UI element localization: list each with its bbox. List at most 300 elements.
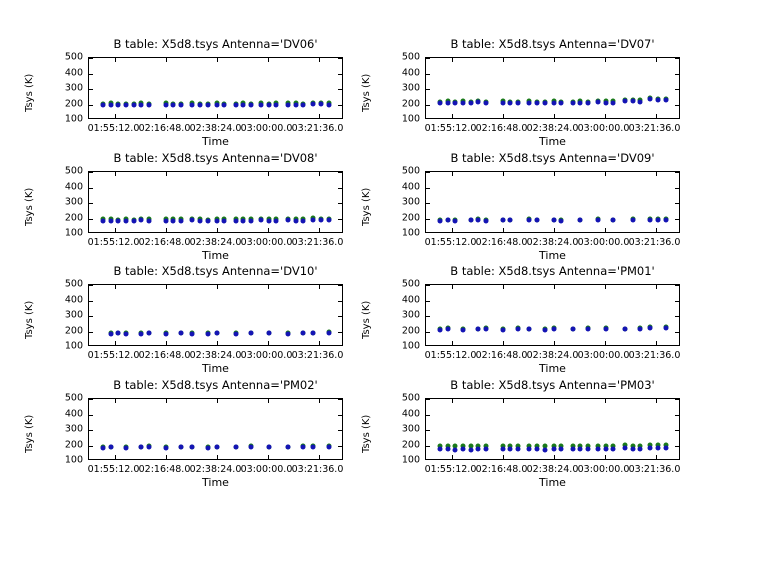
data-point xyxy=(266,331,271,336)
data-point xyxy=(163,218,168,223)
x-tick-label: 02:16:48.0 xyxy=(138,464,191,475)
data-point xyxy=(508,447,513,452)
y-tick-label: 100 xyxy=(64,227,83,239)
data-point xyxy=(274,102,279,107)
x-axis-label: Time xyxy=(202,249,229,262)
x-axis-label: Time xyxy=(539,249,566,262)
data-point xyxy=(468,101,473,106)
y-tick-label: 200 xyxy=(401,212,420,223)
data-point xyxy=(559,447,564,452)
x-tick-mark xyxy=(319,341,320,345)
x-tick-mark xyxy=(217,399,218,403)
x-tick-mark xyxy=(166,341,167,345)
data-point xyxy=(570,100,575,105)
x-tick-mark xyxy=(452,285,453,289)
x-tick-mark xyxy=(656,114,657,118)
y-tick-label: 500 xyxy=(401,165,420,177)
x-tick-label: 03:00:00.0 xyxy=(240,123,293,134)
data-point xyxy=(163,102,168,107)
y-tick-mark xyxy=(426,301,430,302)
x-tick-label: 01:55:12.0 xyxy=(87,464,140,475)
data-point xyxy=(241,102,246,107)
data-point xyxy=(108,445,113,450)
data-point xyxy=(551,218,556,223)
x-tick-mark xyxy=(268,399,269,403)
x-tick-label: 03:00:00.0 xyxy=(240,350,293,361)
x-tick-mark xyxy=(503,341,504,345)
y-tick-mark xyxy=(89,301,93,302)
x-tick-mark xyxy=(554,285,555,289)
data-point xyxy=(559,101,564,106)
data-point xyxy=(146,331,151,336)
data-point xyxy=(301,102,306,107)
x-tick-mark xyxy=(115,172,116,176)
x-tick-mark xyxy=(452,228,453,232)
data-point xyxy=(578,446,583,451)
data-point xyxy=(500,218,505,223)
y-tick-label: 400 xyxy=(64,181,83,192)
chart-panel-pm02 xyxy=(2,372,347,504)
y-tick-mark xyxy=(675,430,679,431)
data-point xyxy=(663,446,668,451)
x-tick-mark xyxy=(452,58,453,62)
data-point xyxy=(259,218,264,223)
panel-title: B table: X5d8.tsys Antenna='DV07' xyxy=(450,37,655,51)
data-point xyxy=(101,103,106,108)
y-tick-label: 300 xyxy=(401,309,420,321)
data-point xyxy=(630,446,635,451)
y-tick-label: 100 xyxy=(64,340,83,352)
data-point xyxy=(483,447,488,452)
y-tick-mark xyxy=(89,105,93,106)
y-tick-mark xyxy=(89,316,93,317)
plot-area xyxy=(425,171,680,233)
data-point xyxy=(139,218,144,223)
y-tick-mark xyxy=(426,430,430,431)
data-point xyxy=(445,446,450,451)
data-point xyxy=(611,446,616,451)
data-point xyxy=(460,327,465,332)
data-point xyxy=(611,100,616,105)
data-point xyxy=(527,218,532,223)
data-point xyxy=(146,218,151,223)
x-tick-label: 03:21:36.0 xyxy=(628,123,681,134)
data-point xyxy=(596,218,601,223)
x-tick-mark xyxy=(115,228,116,232)
data-point xyxy=(508,218,513,223)
data-point xyxy=(515,101,520,106)
data-point xyxy=(542,447,547,452)
x-tick-mark xyxy=(554,228,555,232)
data-point xyxy=(123,102,128,107)
x-tick-label: 01:55:12.0 xyxy=(87,237,140,248)
x-tick-mark xyxy=(503,114,504,118)
y-axis-label: Tsys (K) xyxy=(361,187,372,226)
x-tick-mark xyxy=(217,341,218,345)
data-point xyxy=(656,217,661,222)
panel-title: B table: X5d8.tsys Antenna='DV06' xyxy=(113,37,318,51)
panel-title: B table: X5d8.tsys Antenna='PM03' xyxy=(450,378,655,392)
x-tick-mark xyxy=(605,399,606,403)
y-axis-label: Tsys (K) xyxy=(361,73,372,112)
x-tick-label: 02:16:48.0 xyxy=(138,237,191,248)
x-tick-label: 02:38:24.0 xyxy=(526,237,579,248)
data-point xyxy=(222,103,227,108)
y-tick-label: 400 xyxy=(64,67,83,78)
data-point xyxy=(468,218,473,223)
y-tick-label: 100 xyxy=(401,113,420,125)
x-tick-mark xyxy=(268,285,269,289)
y-tick-mark xyxy=(675,89,679,90)
data-point xyxy=(233,445,238,450)
x-tick-mark xyxy=(319,228,320,232)
y-tick-label: 100 xyxy=(401,227,420,239)
data-point xyxy=(163,331,168,336)
panel-title: B table: X5d8.tsys Antenna='DV09' xyxy=(450,151,655,165)
chart-panel-pm03 xyxy=(339,372,684,504)
data-point xyxy=(146,102,151,107)
y-tick-label: 400 xyxy=(401,181,420,192)
x-tick-mark xyxy=(656,228,657,232)
data-point xyxy=(233,218,238,223)
x-tick-mark xyxy=(656,285,657,289)
y-tick-label: 300 xyxy=(64,196,83,208)
x-tick-mark xyxy=(115,58,116,62)
y-tick-mark xyxy=(426,172,430,173)
data-point xyxy=(146,445,151,450)
y-tick-mark xyxy=(675,399,679,400)
x-tick-mark xyxy=(503,172,504,176)
y-tick-mark xyxy=(675,74,679,75)
data-point xyxy=(534,447,539,452)
x-tick-mark xyxy=(268,455,269,459)
y-tick-label: 100 xyxy=(401,340,420,352)
x-tick-mark xyxy=(166,228,167,232)
data-point xyxy=(311,217,316,222)
data-point xyxy=(585,447,590,452)
data-point xyxy=(214,331,219,336)
x-tick-mark xyxy=(656,399,657,403)
data-point xyxy=(259,102,264,107)
data-point xyxy=(460,447,465,452)
x-tick-label: 03:21:36.0 xyxy=(628,464,681,475)
y-tick-mark xyxy=(426,219,430,220)
x-tick-label: 01:55:12.0 xyxy=(87,350,140,361)
y-tick-mark xyxy=(89,219,93,220)
x-tick-mark xyxy=(503,58,504,62)
y-tick-label: 500 xyxy=(64,392,83,404)
y-axis-label: Tsys (K) xyxy=(24,73,35,112)
x-tick-label: 02:16:48.0 xyxy=(475,464,528,475)
data-point xyxy=(285,102,290,107)
data-point xyxy=(190,331,195,336)
x-tick-mark xyxy=(605,455,606,459)
data-point xyxy=(248,445,253,450)
data-point xyxy=(285,445,290,450)
y-tick-mark xyxy=(426,188,430,189)
data-point xyxy=(578,218,583,223)
data-point xyxy=(551,100,556,105)
data-point xyxy=(515,327,520,332)
x-tick-label: 03:00:00.0 xyxy=(577,464,630,475)
data-point xyxy=(648,97,653,102)
x-tick-mark xyxy=(217,114,218,118)
y-tick-label: 400 xyxy=(401,408,420,419)
x-tick-label: 03:00:00.0 xyxy=(577,237,630,248)
x-tick-mark xyxy=(268,228,269,232)
x-tick-label: 02:16:48.0 xyxy=(475,123,528,134)
x-tick-mark xyxy=(656,455,657,459)
data-point xyxy=(190,102,195,107)
x-tick-mark xyxy=(166,455,167,459)
data-point xyxy=(116,331,121,336)
y-tick-label: 200 xyxy=(64,439,83,450)
x-tick-mark xyxy=(319,455,320,459)
data-point xyxy=(123,218,128,223)
x-tick-mark xyxy=(605,114,606,118)
x-tick-mark xyxy=(503,228,504,232)
y-tick-mark xyxy=(675,219,679,220)
y-tick-mark xyxy=(89,332,93,333)
data-point xyxy=(648,445,653,450)
x-tick-mark xyxy=(503,455,504,459)
x-tick-mark xyxy=(115,341,116,345)
plot-area xyxy=(425,284,680,346)
plot-area xyxy=(88,171,343,233)
data-point xyxy=(483,218,488,223)
data-point xyxy=(500,446,505,451)
data-point xyxy=(178,445,183,450)
y-tick-mark xyxy=(426,58,430,59)
y-tick-mark xyxy=(426,285,430,286)
x-tick-label: 03:21:36.0 xyxy=(291,123,344,134)
x-axis-label: Time xyxy=(539,476,566,489)
y-tick-label: 500 xyxy=(401,51,420,63)
data-point xyxy=(596,446,601,451)
x-tick-label: 03:00:00.0 xyxy=(577,350,630,361)
y-tick-label: 200 xyxy=(401,439,420,450)
y-tick-mark xyxy=(675,188,679,189)
x-tick-mark xyxy=(554,399,555,403)
y-tick-label: 200 xyxy=(64,98,83,109)
data-point xyxy=(453,218,458,223)
data-point xyxy=(319,102,324,107)
x-tick-mark xyxy=(115,455,116,459)
y-tick-label: 200 xyxy=(401,98,420,109)
x-tick-mark xyxy=(554,341,555,345)
x-tick-label: 01:55:12.0 xyxy=(87,123,140,134)
data-point xyxy=(266,218,271,223)
y-tick-mark xyxy=(89,430,93,431)
y-tick-mark xyxy=(89,74,93,75)
data-point xyxy=(476,218,481,223)
y-tick-mark xyxy=(426,89,430,90)
data-point xyxy=(438,327,443,332)
y-tick-mark xyxy=(89,285,93,286)
x-tick-label: 03:21:36.0 xyxy=(291,350,344,361)
data-point xyxy=(559,218,564,223)
y-tick-label: 400 xyxy=(401,67,420,78)
x-tick-mark xyxy=(319,58,320,62)
data-point xyxy=(570,327,575,332)
y-tick-label: 200 xyxy=(64,325,83,336)
data-point xyxy=(603,327,608,332)
x-tick-mark xyxy=(605,58,606,62)
plot-area xyxy=(88,398,343,460)
y-tick-label: 400 xyxy=(401,294,420,305)
panel-title: B table: X5d8.tsys Antenna='DV08' xyxy=(113,151,318,165)
x-tick-mark xyxy=(115,114,116,118)
x-tick-label: 03:21:36.0 xyxy=(628,350,681,361)
data-point xyxy=(622,446,627,451)
data-point xyxy=(648,217,653,222)
y-tick-label: 300 xyxy=(401,196,420,208)
data-point xyxy=(483,100,488,105)
data-point xyxy=(293,102,298,107)
data-point xyxy=(108,218,113,223)
data-point xyxy=(611,218,616,223)
y-tick-mark xyxy=(675,105,679,106)
data-point xyxy=(508,100,513,105)
x-tick-label: 02:38:24.0 xyxy=(189,237,242,248)
data-point xyxy=(285,218,290,223)
data-point xyxy=(534,100,539,105)
x-tick-mark xyxy=(554,455,555,459)
data-point xyxy=(630,99,635,104)
x-tick-mark xyxy=(268,341,269,345)
x-tick-label: 02:16:48.0 xyxy=(138,350,191,361)
y-tick-mark xyxy=(89,89,93,90)
y-tick-mark xyxy=(426,105,430,106)
x-tick-mark xyxy=(217,172,218,176)
data-point xyxy=(585,101,590,106)
data-point xyxy=(285,331,290,336)
y-tick-mark xyxy=(675,415,679,416)
data-point xyxy=(630,217,635,222)
data-point xyxy=(178,103,183,108)
x-tick-mark xyxy=(319,399,320,403)
data-point xyxy=(116,219,121,224)
y-tick-mark xyxy=(675,58,679,59)
y-tick-label: 300 xyxy=(401,423,420,435)
data-point xyxy=(163,445,168,450)
y-tick-mark xyxy=(89,188,93,189)
y-tick-label: 500 xyxy=(64,278,83,290)
data-point xyxy=(460,100,465,105)
x-tick-mark xyxy=(166,285,167,289)
y-tick-mark xyxy=(426,74,430,75)
y-tick-mark xyxy=(89,446,93,447)
y-tick-mark xyxy=(89,415,93,416)
x-tick-mark xyxy=(452,172,453,176)
data-point xyxy=(139,102,144,107)
data-point xyxy=(131,103,136,108)
y-tick-label: 200 xyxy=(64,212,83,223)
data-point xyxy=(266,102,271,107)
data-point xyxy=(500,327,505,332)
data-point xyxy=(527,100,532,105)
y-axis-label: Tsys (K) xyxy=(361,300,372,339)
data-point xyxy=(534,218,539,223)
x-tick-label: 01:55:12.0 xyxy=(424,464,477,475)
x-tick-mark xyxy=(115,399,116,403)
data-point xyxy=(222,218,227,223)
data-point xyxy=(301,218,306,223)
data-point xyxy=(301,445,306,450)
data-point xyxy=(326,444,331,449)
data-point xyxy=(116,103,121,108)
data-point xyxy=(205,218,210,223)
y-tick-label: 300 xyxy=(64,309,83,321)
data-point xyxy=(596,100,601,105)
x-tick-label: 03:21:36.0 xyxy=(628,237,681,248)
data-point xyxy=(190,445,195,450)
plot-area xyxy=(425,57,680,119)
data-point xyxy=(483,327,488,332)
x-tick-mark xyxy=(452,455,453,459)
plot-area xyxy=(88,57,343,119)
data-point xyxy=(171,102,176,107)
y-tick-mark xyxy=(426,203,430,204)
data-point xyxy=(656,445,661,450)
chart-panel-dv07 xyxy=(339,31,684,163)
x-tick-label: 03:21:36.0 xyxy=(291,464,344,475)
x-tick-mark xyxy=(268,114,269,118)
x-tick-mark xyxy=(656,58,657,62)
x-axis-label: Time xyxy=(539,362,566,375)
x-tick-mark xyxy=(319,285,320,289)
data-point xyxy=(131,218,136,223)
x-tick-label: 02:16:48.0 xyxy=(475,350,528,361)
y-tick-label: 500 xyxy=(401,278,420,290)
panel-title: B table: X5d8.tsys Antenna='DV10' xyxy=(113,264,318,278)
data-point xyxy=(311,444,316,449)
x-tick-label: 03:00:00.0 xyxy=(240,237,293,248)
data-point xyxy=(656,97,661,102)
data-point xyxy=(178,331,183,336)
y-axis-label: Tsys (K) xyxy=(24,300,35,339)
data-point xyxy=(266,445,271,450)
data-point xyxy=(233,331,238,336)
data-point xyxy=(197,102,202,107)
y-tick-mark xyxy=(675,301,679,302)
y-tick-label: 200 xyxy=(401,325,420,336)
data-point xyxy=(453,447,458,452)
chart-panel-dv10 xyxy=(2,258,347,390)
data-point xyxy=(108,102,113,107)
x-tick-mark xyxy=(554,114,555,118)
data-point xyxy=(622,98,627,103)
data-point xyxy=(500,100,505,105)
x-tick-label: 02:38:24.0 xyxy=(189,350,242,361)
x-tick-label: 02:38:24.0 xyxy=(526,350,579,361)
x-tick-mark xyxy=(452,399,453,403)
x-tick-mark xyxy=(217,455,218,459)
x-tick-mark xyxy=(268,58,269,62)
data-point xyxy=(311,102,316,107)
y-tick-label: 300 xyxy=(64,82,83,94)
data-point xyxy=(638,326,643,331)
data-point xyxy=(123,445,128,450)
data-point xyxy=(248,331,253,336)
data-point xyxy=(178,218,183,223)
data-point xyxy=(663,217,668,222)
x-tick-label: 03:21:36.0 xyxy=(291,237,344,248)
data-point xyxy=(293,218,298,223)
data-point xyxy=(663,325,668,330)
y-tick-mark xyxy=(426,415,430,416)
data-point xyxy=(101,445,106,450)
